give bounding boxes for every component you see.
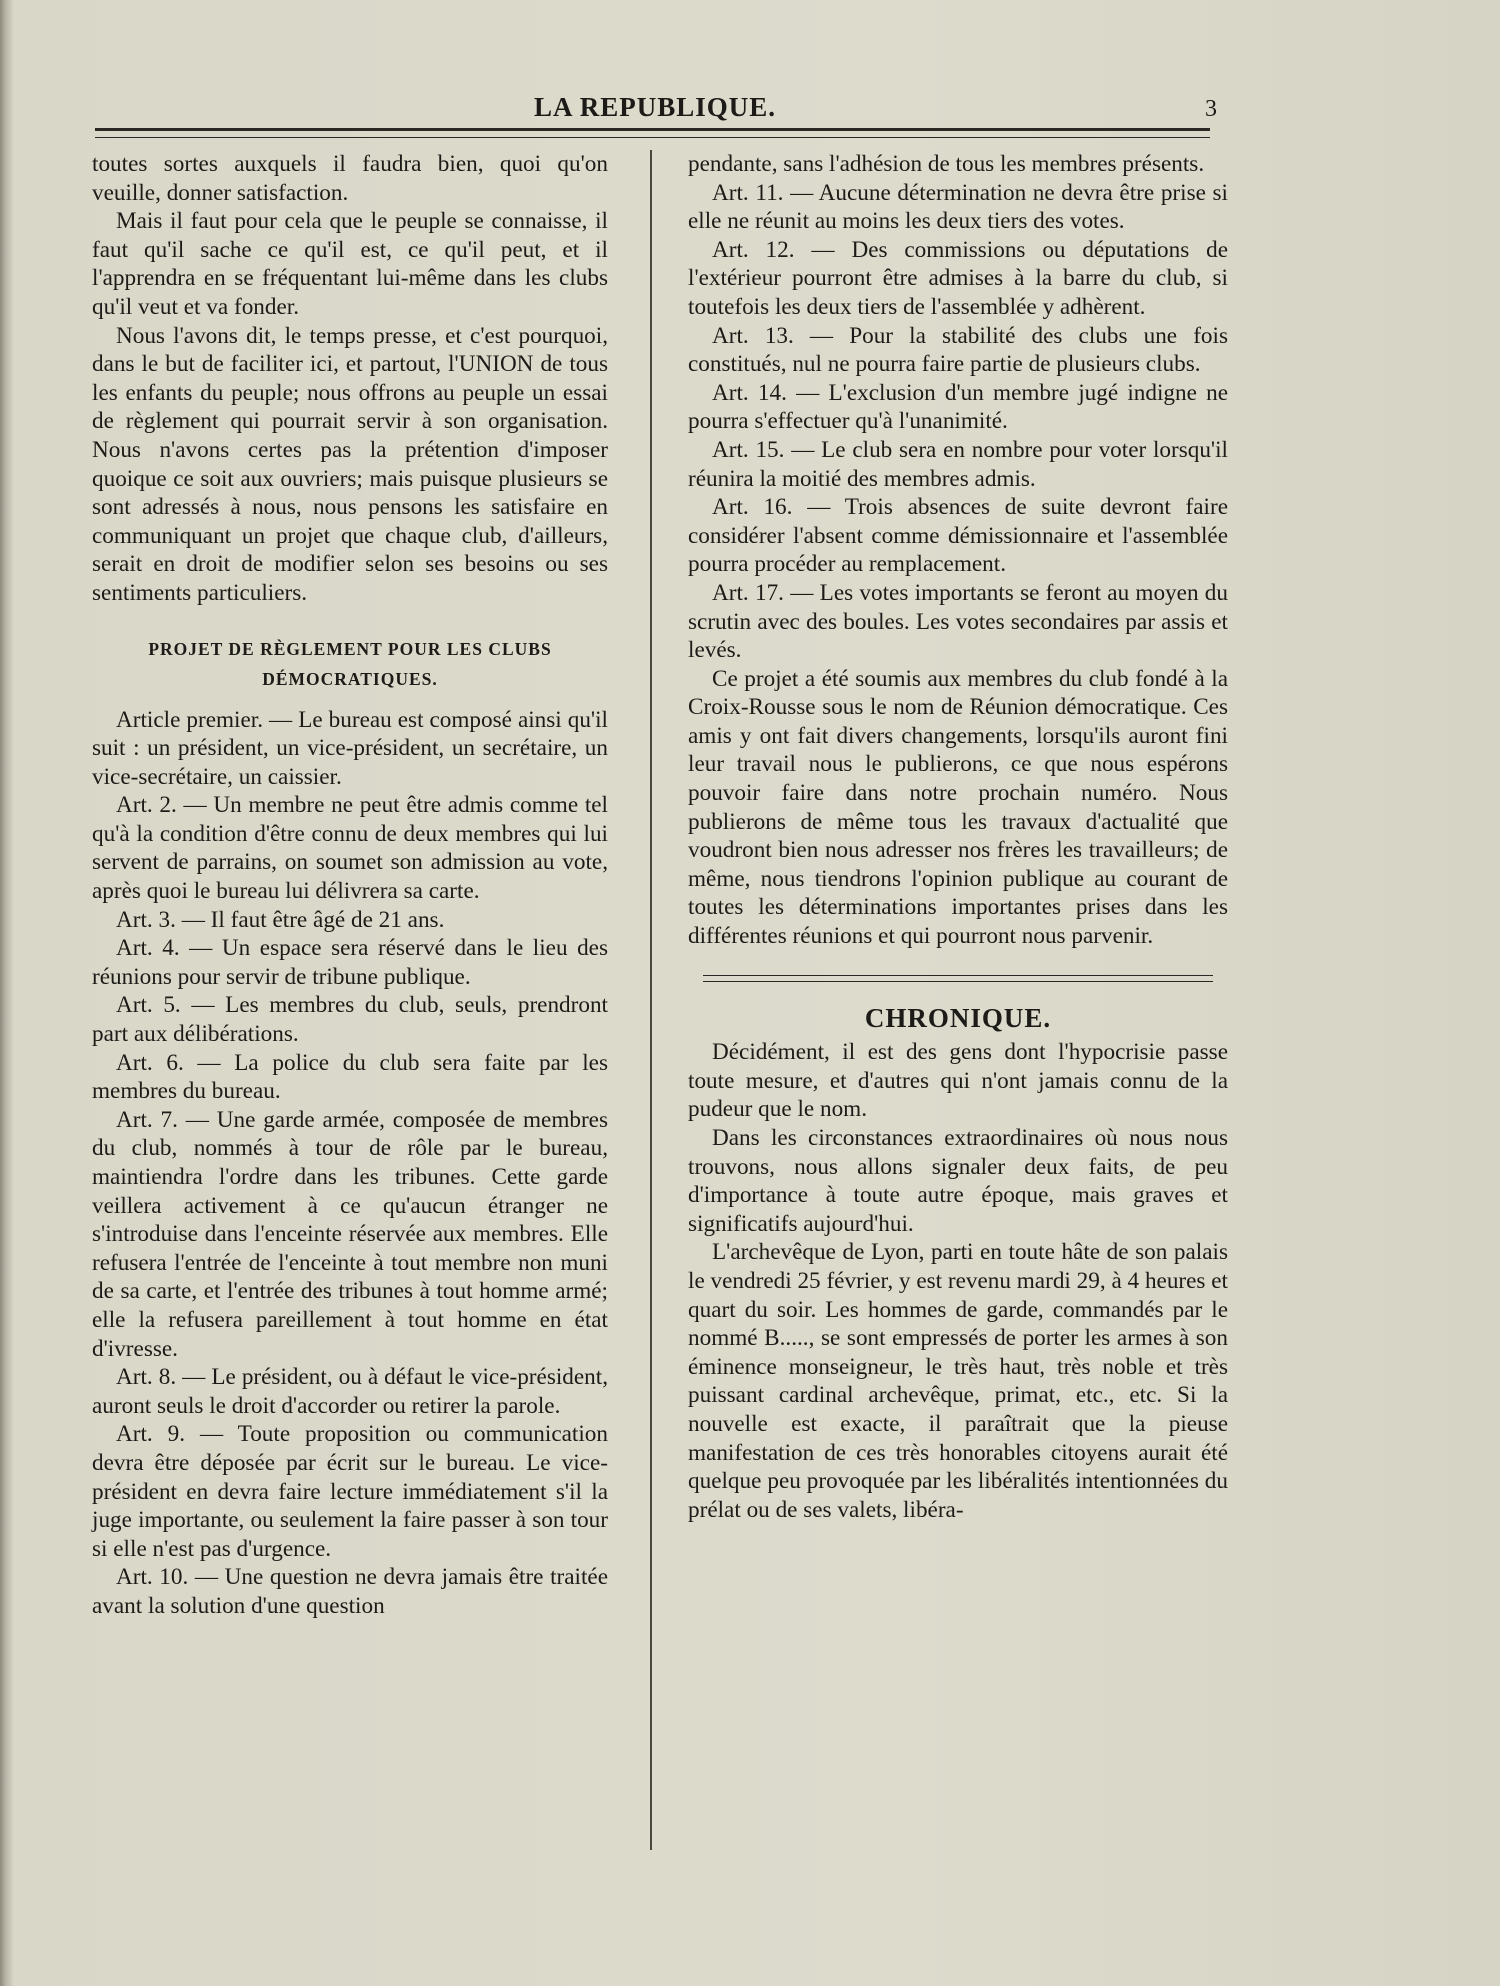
article-17: Art. 17. — Les votes importants se feront au moyen du scrutin avec des boules. Les votes secondaires par assis et levés. (688, 579, 1228, 664)
article-8: Art. 8. — Le président, ou à défaut le vice-président, auront seuls le droit d'accorder ou retirer la parole. (92, 1364, 608, 1419)
paragraph: Ce projet a été soumis aux membres du club fondé à la Croix-Rousse sous le nom de Réunion démocratique. Ces amis y ont fait divers changements, lorsqu'ils auront fini leur travail nous le publierons, ce que nous espérons pouvoir faire dans notre prochain numéro. Nous publierons de même tous les travaux d'actualité que voudront bien nous adresser nos frères les travailleurs; de même, nous tiendrons l'opinion publique au courant de toutes les déterminations importantes prises dans les différentes réunions et qui pourront nous parvenir. (688, 665, 1228, 950)
paragraph: Mais il faut pour cela que le peuple se connaisse, il faut qu'il sache ce qu'il est, ce qu'il peut, et il l'apprendra en se fréquentant lui-même dans les clubs qu'il veut et va fonder. (92, 208, 608, 320)
article-3: Art. 3. — Il faut être âgé de 21 ans. (116, 906, 445, 933)
article-7: Art. 7. — Une garde armée, composée de membres du club, nommés à tour de rôle par le bureau, maintiendra l'ordre dans les tribunes. Cette garde veillera activement à ce qu'aucun étranger ne s'introduise dans l'enceinte réservée aux membres. Elle refusera l'entrée de l'enceinte à tout membre non muni de sa carte, et l'entrée des tribunes à tout homme armé; elle la refusera pareillement à tout homme en état d'ivresse. (92, 1106, 608, 1362)
article-11: Art. 11. — Aucune détermination ne devra être prise si elle ne réunit au moins les deux tiers des votes. (688, 179, 1228, 235)
chronique-title: CHRONIQUE. (864, 1002, 1052, 1033)
article-14: Art. 14. — L'exclusion d'un membre jugé indigne ne pourra s'effectuer qu'à l'unanimité. (688, 379, 1228, 435)
paragraph: toutes sortes auxquels il faudra bien, quoi qu'on veuille, donner satisfaction. (92, 151, 608, 206)
paragraph: L'archevêque de Lyon, parti en toute hâte de son palais le vendredi 25 février, y est revenu mardi 29, à 4 heures et quart du soir. Les hommes de garde, commandés par le nommé B....., se sont empressés de porter les armes à son éminence monseigneur, le très haut, très noble et très puissant cardinal archevêque, primat, etc., etc. Si la nouvelle est exacte, il paraîtrait que la pieuse manifestation de ces très honorables citoyens aurait été quelque peu provoquée par les libéralités intentionnées du prélat ou de ses valets, libéra- (688, 1239, 1228, 1523)
article-12: Art. 12. — Des commissions ou députations de l'extérieur pourront être admises à la barre du club, si toutefois les deux tiers de l'assemblée y adhèrent. (688, 236, 1228, 320)
article-2: Art. 2. — Un membre ne peut être admis comme tel qu'à la condition d'être connu de deux membres qui lui servent de parrains, on soumet son admission au vote, après quoi le bureau lui délivrera sa carte. (92, 792, 608, 905)
article-1: Article premier. — Le bureau est composé ainsi qu'il suit : un président, un vice-président, un secrétaire, un vice-secrétaire, un caissier. (92, 706, 608, 790)
section-title: PROJET DE RÈGLEMENT POUR LES CLUBS DÉMOCRATIQUES. (148, 638, 552, 689)
masthead: LA REPUBLIQUE. (533, 92, 777, 122)
article-4: Art. 4. — Un espace sera réservé dans le lieu des réunions pour servir de tribune publique. (92, 935, 608, 990)
section-separator (703, 975, 1213, 982)
article-9: Art. 9. — Toute proposition ou communication devra être déposée par écrit sur le bureau. Le vice-président en devra faire lecture immédiatement s'il la juge importante, ou seulement la faire passer à son tour si elle n'est pas d'urgence. (92, 1421, 608, 1562)
article-13: Art. 13. — Pour la stabilité des clubs une fois constitués, nul ne pourra faire partie de plusieurs clubs. (688, 322, 1228, 378)
article-16: Art. 16. — Trois absences de suite devront faire considérer l'absent comme démissionnaire et l'assemblée pourra procéder au remplacement. (688, 494, 1228, 578)
page-number: 3 (1205, 96, 1217, 122)
article-5: Art. 5. — Les membres du club, seuls, prendront part aux délibérations. (92, 992, 608, 1048)
article-15: Art. 15. — Le club sera en nombre pour voter lorsqu'il réunira la moitié des membres admis. (688, 436, 1228, 492)
header-rule (95, 128, 1210, 138)
paragraph: pendante, sans l'adhésion de tous les membres présents. (688, 151, 1205, 177)
paragraph: Décidément, il est des gens dont l'hypocrisie passe toute mesure, et d'autres qui n'ont jamais connu de la pudeur que le nom. (688, 1039, 1228, 1123)
article-6: Art. 6. — La police du club sera faite par les membres du bureau. (92, 1049, 608, 1105)
paragraph: Dans les circonstances extraordinaires où nous nous trouvons, nous allons signaler deux faits, de peu d'importance à toute autre époque, mais graves et significatifs aujourd'hui. (688, 1125, 1228, 1237)
column-divider (650, 150, 652, 1850)
article-10: Art. 10. — Une question ne devra jamais être traitée avant la solution d'une question (92, 1564, 608, 1619)
paragraph: Nous l'avons dit, le temps presse, et c'est pourquoi, dans le but de faciliter ici, et partout, l'UNION de tous les enfants du peuple; nous offrons au peuple un essai de règlement qui pourrait servir à son organisation. Nous n'avons certes pas la prétention d'imposer quoique ce soit aux ouvriers; mais puisque plusieurs se sont adressés à nous, nous pensons les satisfaire en communiquant un projet que chaque club, d'ailleurs, serait en droit de modifier selon ses besoins ou ses sentiments particuliers. (92, 322, 608, 606)
right-column (688, 150, 1228, 1524)
left-column (92, 150, 608, 1621)
